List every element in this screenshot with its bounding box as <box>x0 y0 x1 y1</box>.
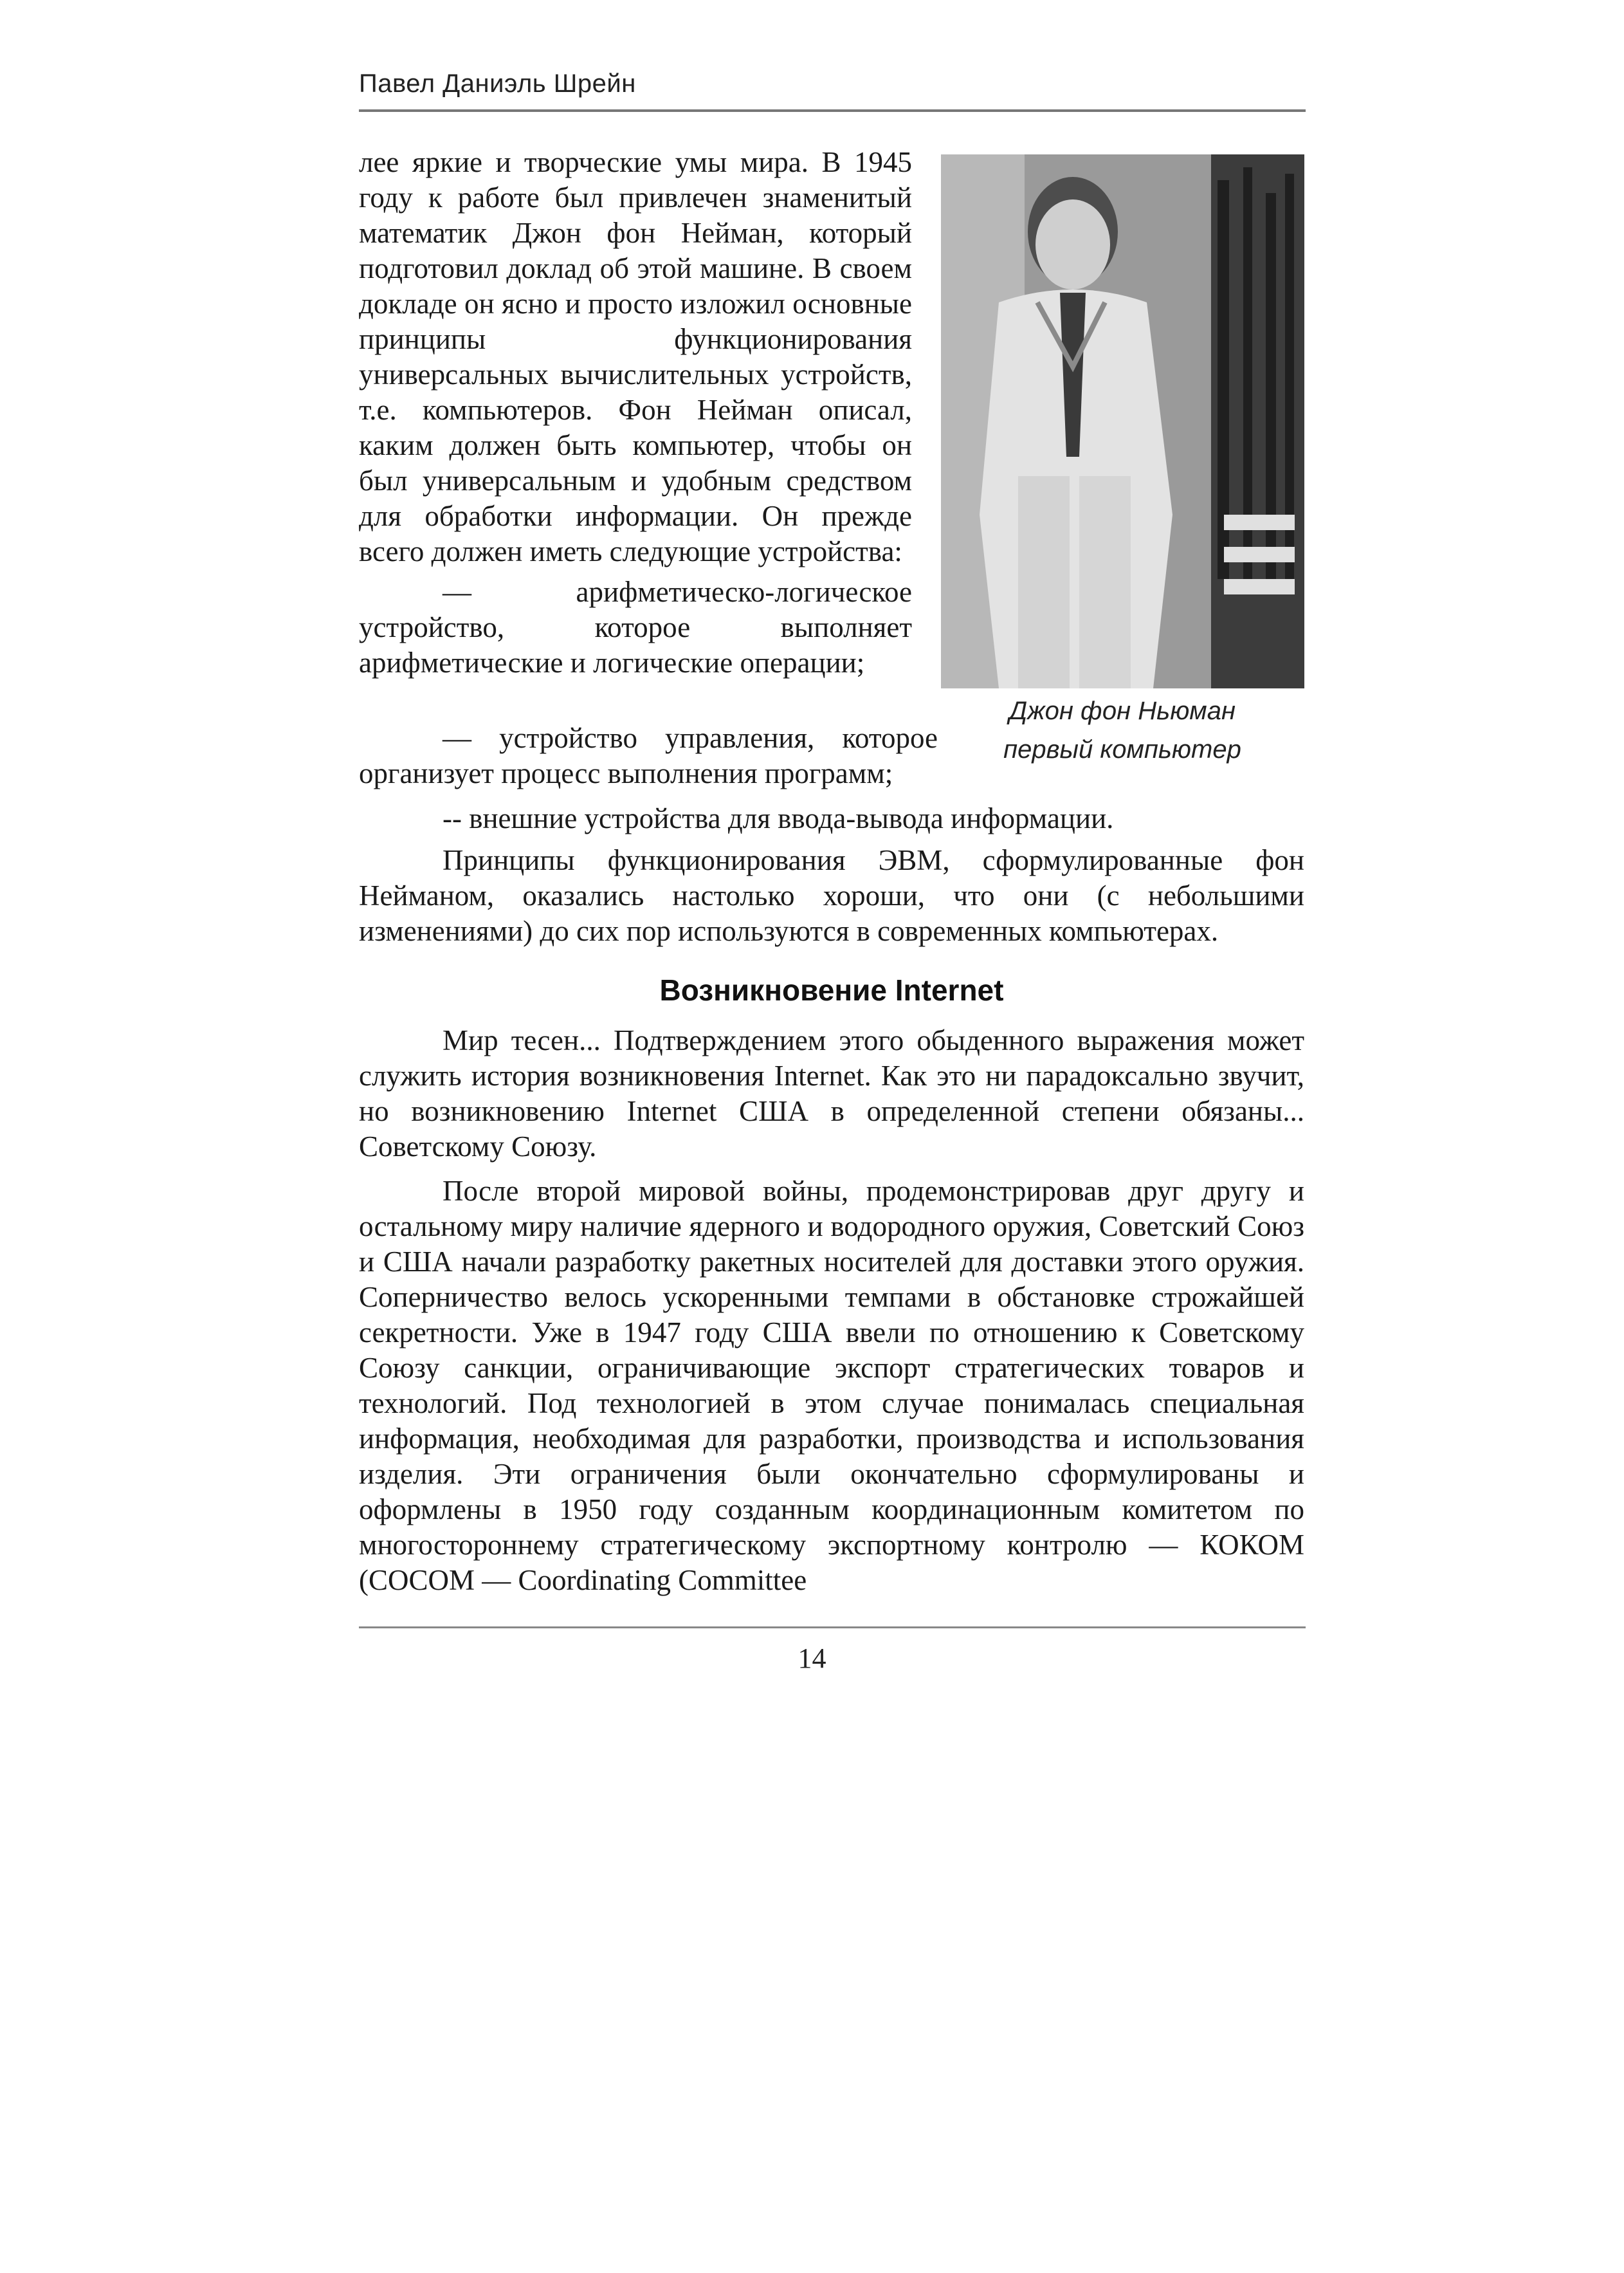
list-item-control-unit-text: — устройство управления, которое организует процесс выполнения программ; <box>359 722 938 789</box>
paragraph-cold-war: После второй мировой войны, продемонстрировав друг другу и остальному миру наличие ядерного и водородного оружия, Советский Союз и США начали разработку ракетных носителей для доставки этого оружия. Соперничество велось ускоренными темпами в обстановке строжайшей секретности. Уже в 1947 году США ввели по отношению к Советскому Союзу санкции, ограничивающие экспорт стратегических товаров и технологий. Под технологией в этом случае понималась специальная информация, необходимая для разработки, производства и использования изделия. Эти ограничения были окончательно сформулированы и оформлены в 1950 году созданным координационным комитетом по многостороннему стратегическому экспортному контролю — КОКОМ (COCOM — Coordinating Committee <box>359 1175 1304 1596</box>
header-rule <box>359 109 1306 112</box>
list-item-alu: — арифметическо-логическое устройство, которое выполняет арифметические и логические операции; <box>359 576 912 679</box>
list-item-control-unit <box>359 721 938 791</box>
paragraph-small-world: Мир тесен... Подтверждением этого обыденного выражения может служить история возникновения Internet. Как это ни парадоксально звучит, но возникновению Internet США в определенной степени обязаны... Советскому Союзу. <box>359 1024 1304 1163</box>
page-number: 14 <box>798 1643 826 1674</box>
list-item-io-devices <box>359 801 1298 836</box>
footer-rule <box>359 1626 1306 1628</box>
section-body <box>359 1023 1304 1607</box>
paragraph-von-neumann: лее яркие и творческие умы мира. В 1945 году к работе был привлечен знаменитый математик Джон фон Нейман, который подготовил доклад об этой машине. В своем докладе он ясно и просто изложил основные принципы функционирования универсальных вычислительных устройств, т.е. компьютеров. Фон Нейман описал, каким должен быть компьютер, чтобы он был универсальным и удобным средством для обработки информации. Он прежде всего должен иметь следующие устройства: <box>359 146 912 567</box>
figure-photo <box>941 154 1304 688</box>
paragraph-principles: Принципы функционирования ЭВМ, сформулированные фон Нейманом, оказались настолько хороши, что они (с небольшими изменениями) до сих пор используются в современных компьютерах. <box>359 844 1304 947</box>
list-item-io-devices-text: -- внешние устройства для ввода-вывода информации. <box>442 802 1114 834</box>
principles-block <box>359 843 1304 958</box>
text-column <box>359 145 912 681</box>
running-head: Павел Даниэль Шрейн <box>359 69 636 98</box>
caption-line-2: первый компьютер <box>1003 735 1241 764</box>
figure-caption <box>926 692 1318 769</box>
photo-john-von-neumann <box>941 154 1304 688</box>
caption-line-1: Джон фон Ньюман <box>1009 697 1236 725</box>
section-heading: Возникновение Internet <box>659 973 1004 1007</box>
